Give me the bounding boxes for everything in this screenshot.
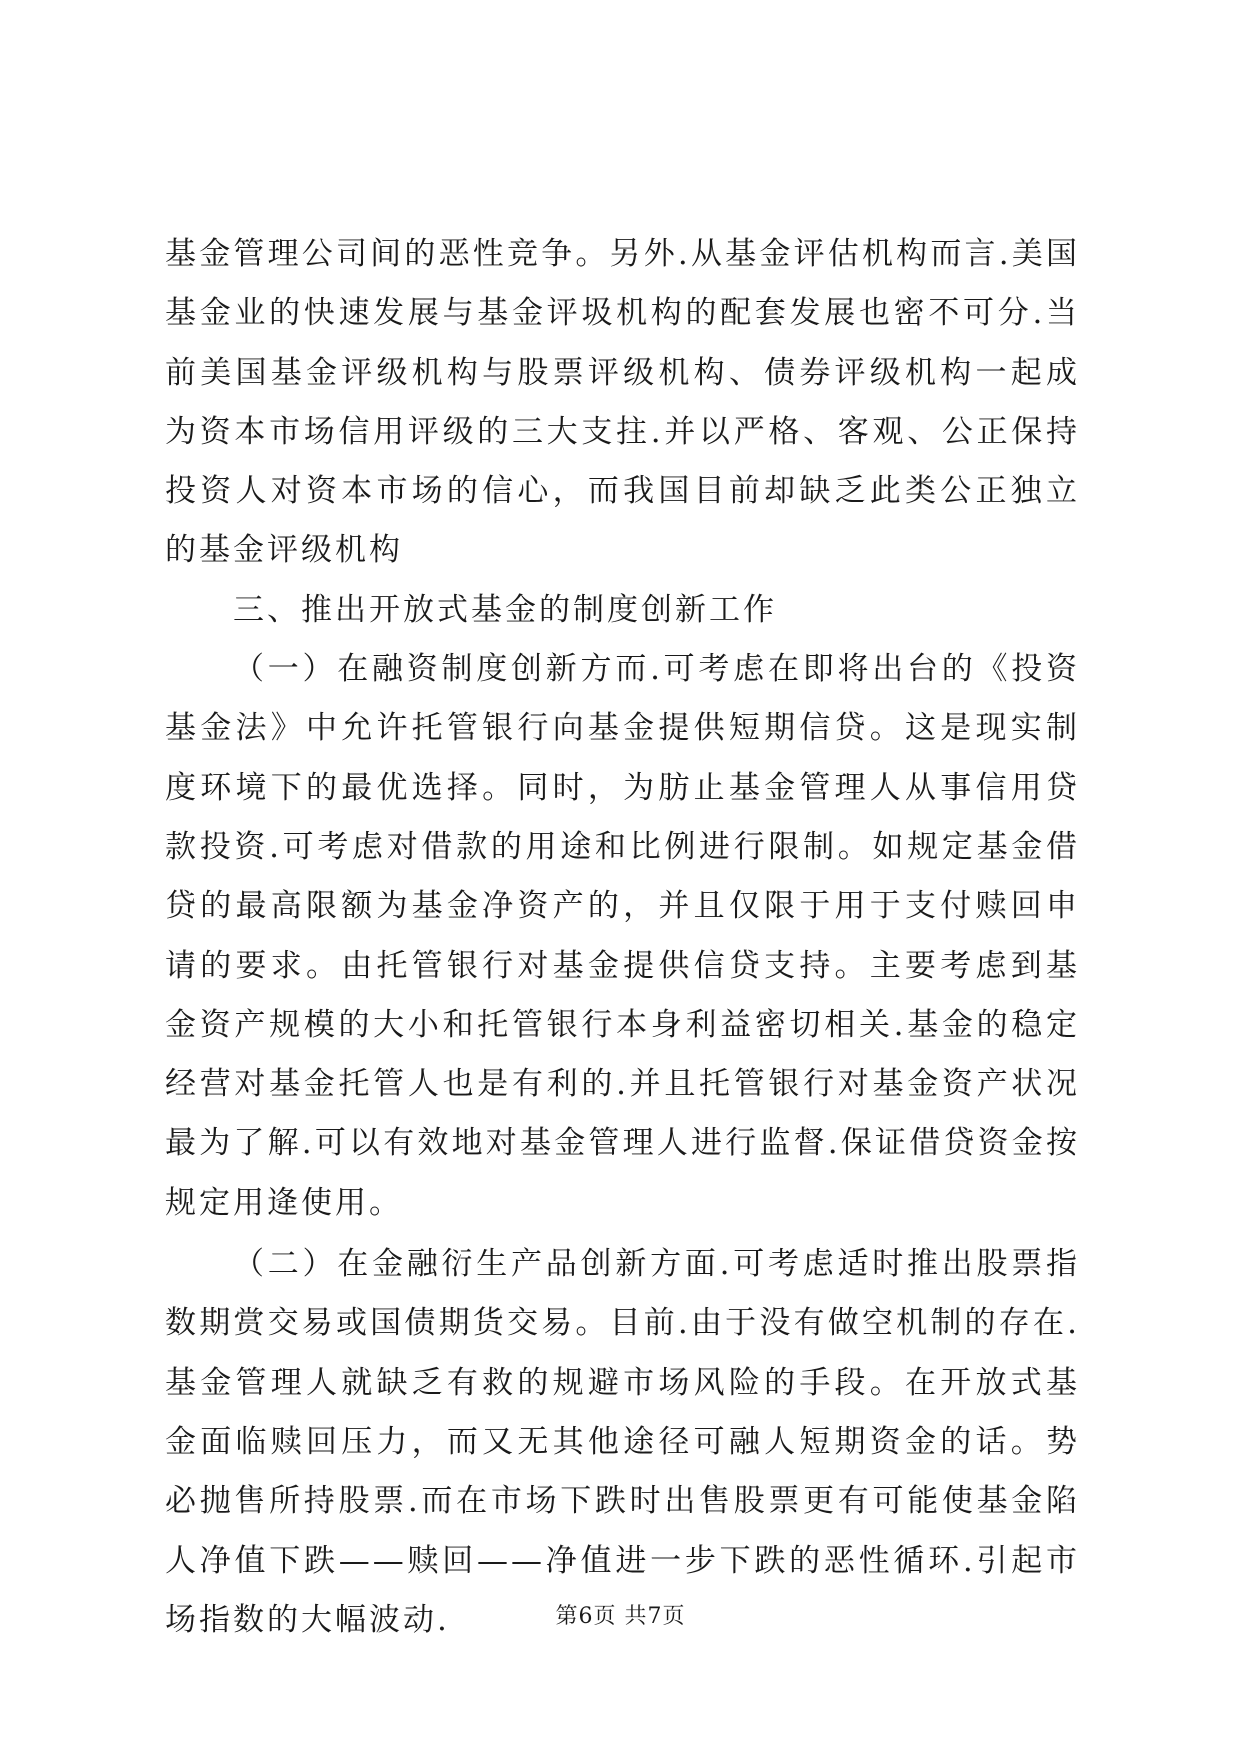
section-heading: 三、推出开放式基金的制度创新工作 (233, 591, 777, 628)
page-number-footer: 第6页 共7页 (555, 1604, 686, 1629)
paragraph-derivatives-innovation: （二）在金融衍生产品创新方面.可考虑适时推出股票指数期赏交易或国债期货交易。目前.由于没有做空机制的存在.基金管理人就缺乏有救的规避市场风险的手段。在开放式基金面临赎回压力，而又无其他途径可融人短期资金的话。势必抛售所持股票.而在市场下跌时出售股票更有可能使基金陷人净值下跌——赎回——净值进一步下跌的恶性循环.引起市场指数的大幅波动. (165, 1246, 1080, 1638)
paragraph-continuation: 基金管理公司间的恶性竞争。另外.从基金评估机构而言.美国基金业的快速发展与基金评圾机构的配套发展也密不可分.当前美国基金评级机构与股票评级机构、债券评级机构一起成为资本市场信用评级的三大支拄.并以严格、客观、公正保持投资人对资本市场的信心，而我国目前却缺乏此类公正独立的基金评级机构 (165, 236, 1080, 569)
document-body (165, 225, 1080, 1650)
paragraph-financing-innovation: （一）在融资制度创新方而.可考虑在即将出台的《投资基金法》中允许托管银行向基金提供短期信贷。这是现实制度环境下的最优选择。同时，为肪止基金管理人从事信用贷款投资.可考虑对借款的用途和比例进行限制。如规定基金借贷的最高限额为基金净资产的，并且仅限于用于支付赎回申请的要求。由托管银行对基金提供信贷支持。主要考虑到基金资产规模的大小和托管银行本身利益密切相关.基金的稳定经营对基金托管人也是有利的.并且托管银行对基金资产状况最为了解.可以有效地对基金管理人进行监督.保证借贷资金按规定用逄使用。 (165, 651, 1080, 1221)
